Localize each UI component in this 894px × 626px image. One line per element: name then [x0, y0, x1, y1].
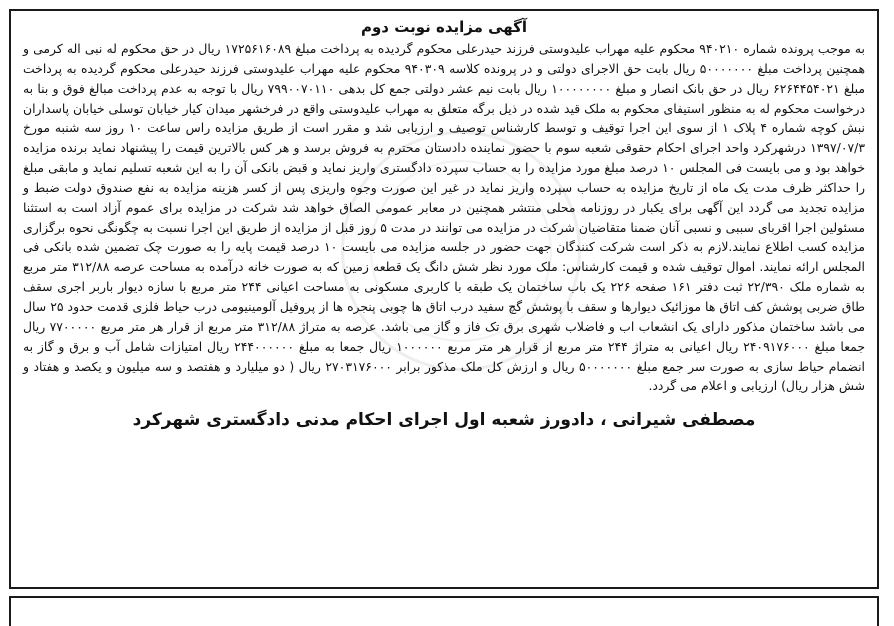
- next-notice-box: [9, 596, 879, 626]
- auction-notice: [9, 9, 879, 589]
- notice-body: به موجب پرونده شماره ۹۴۰۲۱۰ محکوم علیه مهراب علیدوستی فرزند حیدرعلی محکوم گردیده به پرداخت مبلغ ۱۷۲۵۶۱۶۰۸۹ ریال در حق محکوم له نبی اله کرمی و همچنین پرداخت مبلغ ۵۰۰۰۰۰۰۰ ریال بابت حق الاجرای دولتی و در پرونده کلاسه ۹۴۰۳۰۹ محکوم علیه مهراب علیدوستی فرزند حیدرعلی محکوم گردیده به پرداخت مبلغ ۶۲۶۴۴۵۴۰۲۱ ریال در حق بانک انصار و مبلغ ۱۰۰۰۰۰۰۰۰ ریال بابت نیم عشر دولتی جمع کل بدهی ۷۹۹۰۰۷۰۱۱۰ ریال با توجه به عدم پرداخت مبالغ فوق و بنا به درخواست محکوم له به منظور استیفای محکوم به ملک قید شده در ذیل برگه متعلق به مهراب علیدوستی واقع در فرخشهر میدان کیار خیابان توسلی خیابان پاسداران نبش کوچه شماره ۴ پلاک ۱ از سوی این اجرا توقیف و توسط کارشناس توصیف و ارزیابی شد و مقرر است از طریق مزایده راس ساعت ۱۰ روز سه شنبه مورخ ۱۳۹۷/۰۷/۳ درشهرکرد واحد اجرای احکام حقوقی شعبه سوم با حضور نماینده دادستان محترم به فروش برسد و هر کس بالاترین قیمت را پیشنهاد نماید برنده مزایده خواهد بود و می بایست فی المجلس ۱۰ درصد مبلغ مورد مزایده را به حساب سپرده دادگستری واریز نماید و قبض بانکی آن را به این شعبه تسلیم نماید و مابقی مبلغ را حداکثر ظرف مدت یک ماه از تاریخ مزایده به حساب سپرده واریز نماید در غیر این صورت وجوه واریزی پس از کسر هزینه مزایده به نفع صندوق دولت ضبط و مزایده تجدید می گردد این آگهی برای یکبار در روزنامه محلی منتشر همچنین در معابر عمومی الصاق خواهد شد شرکت در مزایده برای عموم آزاد است به استثنا مسئولین اجرا اقربای سببی و نسبی آنان ضمنا متقاضیان شرکت در مزایده می توانند در مدت ۵ روز قبل از مزایده از طریق این اجرا نسبت به چگونگی نحوه برگزاری مزایده کسب اطلاع نمایند.لازم به ذکر است شرکت کنندگان جهت حضور در جلسه مزایده می بایست ۱۰ درصد قیمت پایه را به صورت چک تضمین شده بانکی فی المجلس ارائه نمایند. اموال توقیف شده و قیمت کارشناس: ملک مورد نظر شش دانگ یک قطعه زمین که به صورت خانه درآمده به مساحت عرصه ۳۱۲/۸۸ متر مربع به شماره ملک ۲۲/۳۹۰ ثبت دفتر ۱۶۱ صفحه ۲۲۶ یک باب ساختمان یک طبقه با کاربری مسکونی به مساحت اعیانی ۲۴۴ متر مربع با سازه دیوار باربر اجری سقف طاق ضربی پوشش کف اتاق ها موزائیک دیوارها و سقف با پوشش گچ سفید درب اتاق ها چوبی پنجره ها از پروفیل آلومینیومی درب حیاط فلزی قدمت حدود ۲۵ سال می باشد ساختمان مذکور دارای یک انشعاب اب و فاضلاب شهری برق تک فاز و گاز می باشد. عرصه به متراژ ۳۱۲/۸۸ متر مربع از قرار هر متر مربع ۷۷۰۰۰۰۰ ریال جمعا مبلغ ۲۴۰۹۱۷۶۰۰۰ ریال اعیانی به متراژ ۲۴۴ متر مربع از قرار هر متر مربع ۱۰۰۰۰۰۰ ریال جمعا به مبلغ ۲۴۴۰۰۰۰۰۰ ریال امتیازات شامل آب و برق و گاز به انضمام حیاط سازی به صورت سر جمع مبلغ ۵۰۰۰۰۰۰۰ ریال و ارزش کل ملک مذکور برابر ۲۷۰۳۱۷۶۰۰۰ ریال ( دو میلیارد و هفتصد و سه میلیون و یکصد و هفتاد و شش هزار ریال) ارزیابی و اعلام می گردد.: [23, 41, 866, 394]
- notice-title: آگهی مزایده نوبت دوم: [360, 18, 528, 36]
- notice-signature: مصطفی شیرانی ، دادورز شعبه اول اجرای احکام مدنی دادگستری شهرکرد: [132, 410, 756, 431]
